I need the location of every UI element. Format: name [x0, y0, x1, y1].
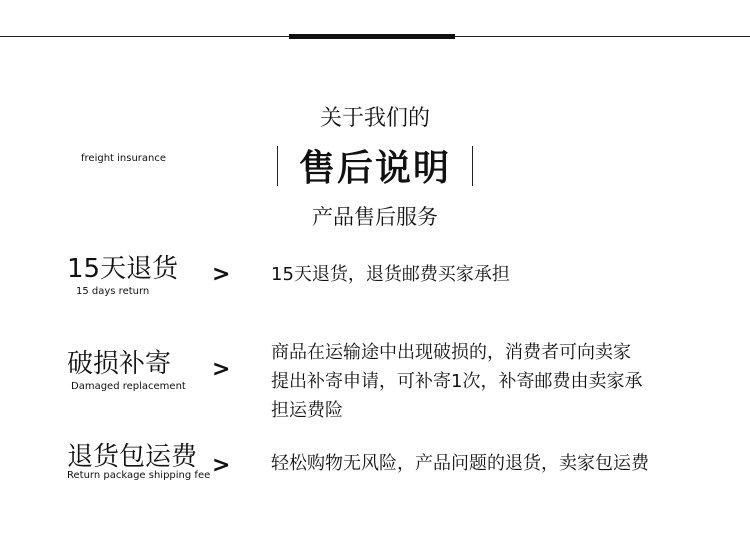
top-accent-bar	[289, 34, 455, 39]
item-subtitle-15-day-return: 15 days return	[76, 286, 150, 297]
service-subheading: 产品售后服务	[312, 205, 438, 229]
item-title-damaged-replacement: 破损补寄	[67, 349, 172, 379]
freight-insurance-label: freight insurance	[81, 153, 167, 164]
description-line: 15天退货，退货邮费买家承担	[271, 264, 510, 285]
title-left-bar	[277, 146, 278, 186]
chevron-right-icon: >	[212, 453, 231, 478]
chevron-right-icon: >	[212, 357, 231, 382]
page-title: 售后说明	[298, 148, 451, 189]
title-right-bar	[472, 146, 473, 186]
description-line: 轻松购物无风险，产品问题的退货，卖家包运费	[271, 453, 649, 474]
chevron-right-icon: >	[212, 262, 231, 287]
item-description-return-shipping-fee	[271, 449, 721, 478]
description-line: 提出补寄申请，可补寄1次，补寄邮费由卖家承	[271, 371, 643, 392]
item-subtitle-return-shipping-fee: Return package shipping fee	[67, 470, 211, 481]
item-title-15-day-return: 15天退货	[67, 254, 179, 284]
description-line: 担运费险	[271, 400, 343, 421]
item-subtitle-damaged-replacement: Damaged replacement	[71, 381, 186, 392]
description-line: 商品在运输途中出现破损的，消费者可向卖家	[271, 342, 631, 363]
item-description-15-day-return	[271, 260, 721, 289]
about-heading: 关于我们的	[319, 106, 430, 131]
item-description-damaged-replacement	[271, 338, 721, 425]
title-block	[0, 140, 750, 191]
item-title-return-shipping-fee: 退货包运费	[67, 442, 198, 472]
